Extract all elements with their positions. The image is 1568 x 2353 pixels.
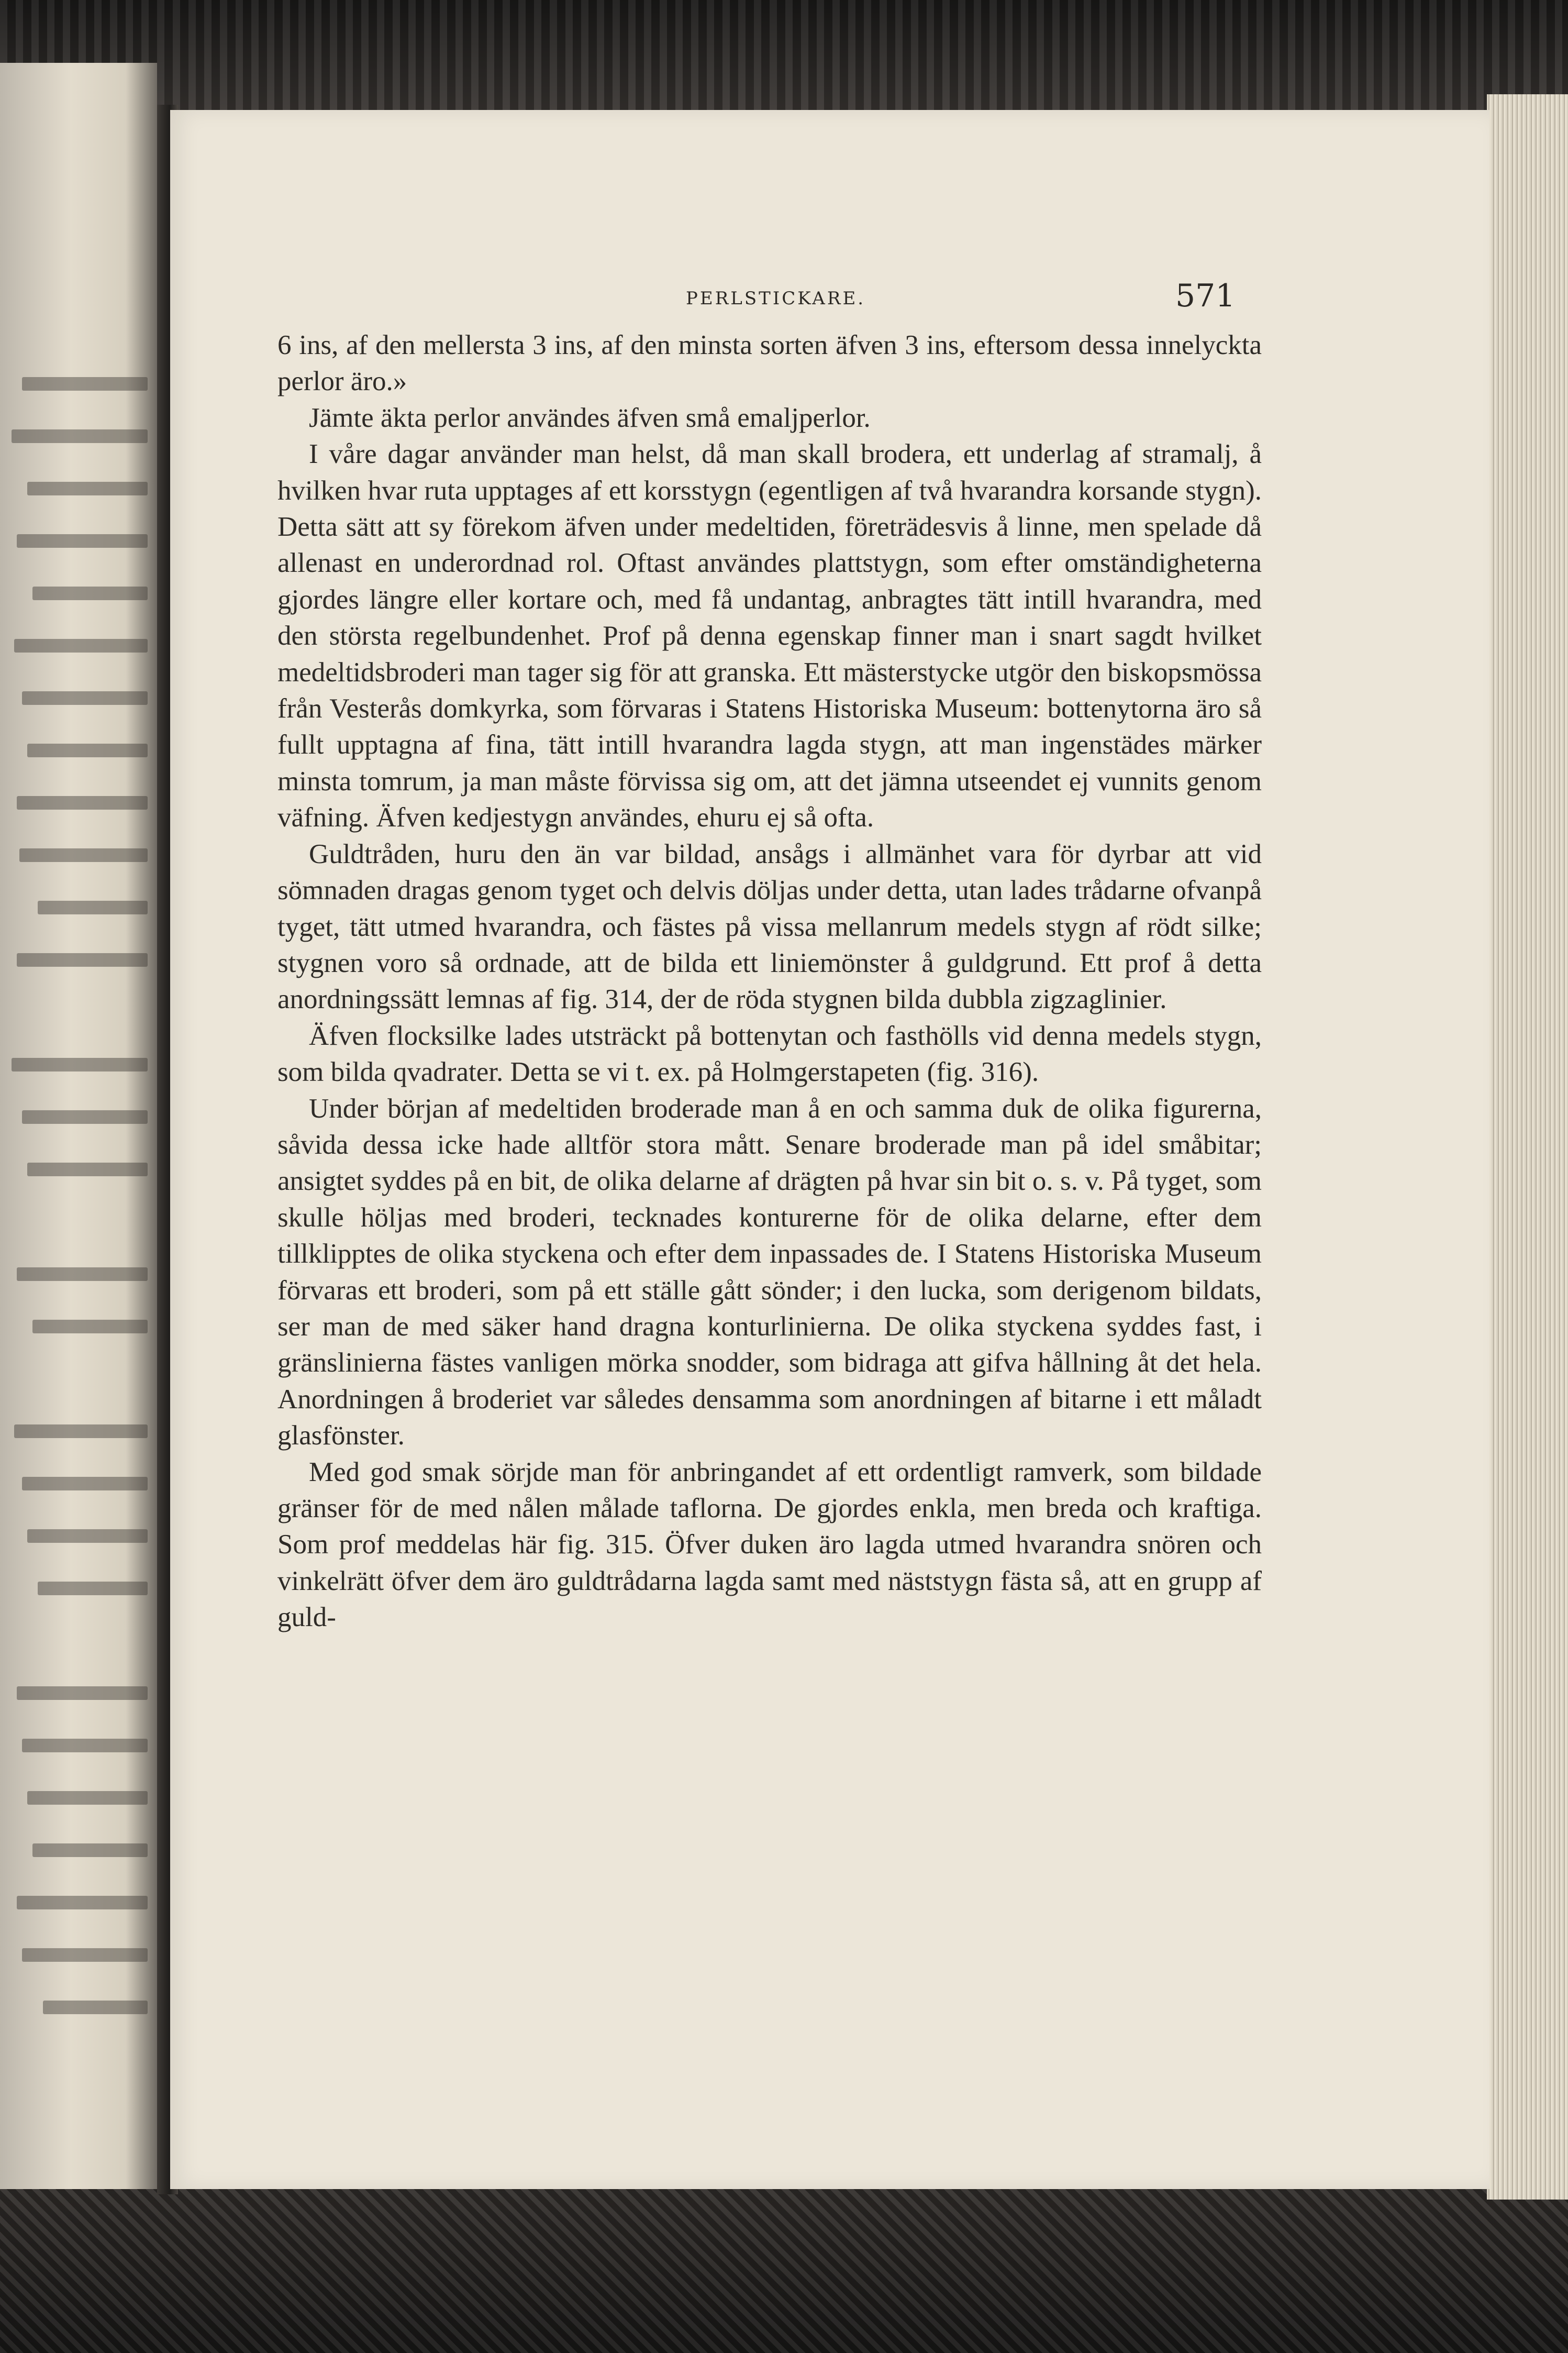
page-header xyxy=(170,272,1489,314)
left-page-line xyxy=(22,691,148,705)
left-page-line xyxy=(38,1582,148,1595)
bottom-background xyxy=(0,2189,1568,2353)
left-page-line xyxy=(12,1058,148,1071)
left-page-line xyxy=(22,1110,148,1124)
book-page xyxy=(170,110,1489,2189)
page-edges xyxy=(1487,94,1568,2200)
left-page-line xyxy=(27,744,148,757)
left-page-line xyxy=(17,1896,148,1909)
left-page-line xyxy=(17,953,148,967)
left-facing-page xyxy=(0,63,157,2189)
paragraph: Med god smak sörjde man för anbringandet af ett ordentligt ramverk, som bildade gränser för de med nålen målade taflorna. De gjordes enkla, men breda och kraftiga. Som prof meddelas här fig. 315. Öfver duken äro lagda utmed hvarandra snören och vinkelrätt öfver dem äro guldtrådarna lagda samt med näststygn fästa så, att en grupp af guld- xyxy=(277,1456,1262,1633)
left-page-line xyxy=(32,1320,148,1333)
page-number: 571 xyxy=(1175,278,1236,314)
running-head: PERLSTICKARE. xyxy=(686,288,866,309)
left-page-line xyxy=(17,796,148,810)
left-page-line xyxy=(27,1163,148,1176)
left-page-line xyxy=(32,1843,148,1857)
left-page-line xyxy=(12,429,148,443)
top-background xyxy=(0,0,1568,110)
left-page-line xyxy=(19,848,148,862)
left-page-line xyxy=(17,534,148,548)
paragraph: 6 ins, af den mellersta 3 ins, af den minsta sorten äfven 3 ins, eftersom dessa innelyckta perlor äro.» xyxy=(277,330,1262,397)
left-page-line xyxy=(22,377,148,391)
paragraph: I våre dagar använder man helst, då man skall brodera, ett underlag af stramalj, å hvilken hvar ruta upptages af ett korsstygn (egentligen af två hvarandra korsande stygn). Detta sätt att sy förekom äfven under medeltiden, företrädesvis å linne, men spelade då allenast en underordnad rol. Oftast användes plattstygn, som efter omständigheterna gjordes längre eller kortare och, med få undantag, anbragtes tätt intill hvarandra, med den största regelbundenhet. Prof på denna egenskap finner man i snart sagdt hvilket medeltidsbroderi man tager sig för att granska. Ett mästerstycke utgör den biskopsmössa från Vesterås domkyrka, som förvaras i Statens Historiska Museum: bottenytorna äro så fullt upptagna af fina, tätt intill hvarandra lagda stygn, att man ingenstädes märker minsta tomrum, ja man måste förvissa sig om, att det jämna utseendet ej vunnits genom väfning. Äfven kedjestygn användes, ehuru ej så ofta. xyxy=(277,439,1262,833)
left-page-line xyxy=(27,482,148,495)
paragraph: Guldtråden, huru den än var bildad, ansågs i allmänhet vara för dyrbar att vid sömnaden dragas genom tyget och delvis döljas under detta, utan lades trådarne ofvanpå tyget, tätt utmed hvarandra, och fästes på vissa mellanrum medels stygn af rödt silke; stygnen voro så ordnade, att de bilda ett liniemönster å guldgrund. Ett prof å detta anordningssätt lemnas af fig. 314, der de röda stygnen bilda dubbla zigzaglinier. xyxy=(277,838,1262,1015)
paragraph: Äfven flocksilke lades utsträckt på bottenytan och fasthölls vid denna medels stygn, som bilda qvadrater. Detta se vi t. ex. på Holmgerstapeten (fig. 316). xyxy=(277,1020,1262,1088)
left-page-line xyxy=(22,1477,148,1490)
left-page-line xyxy=(14,1424,148,1438)
paragraph: Jämte äkta perlor användes äfven små emaljperlor. xyxy=(309,402,871,433)
left-page-line xyxy=(32,587,148,600)
left-page-line xyxy=(27,1529,148,1543)
left-page-line xyxy=(22,1739,148,1752)
body-text xyxy=(277,327,1262,1636)
left-page-line xyxy=(17,1686,148,1700)
paragraph: Under början af medeltiden broderade man å en och samma duk de olika figurerna, såvida dessa icke hade alltför stora mått. Senare broderade man på idel småbitar; ansigtet syddes på en bit, de olika delarne af drägten på hvar sin bit o. s. v. På tyget, som skulle höljas med broderi, tecknades konturerne för de olika delarne, efter dem tillklipptes de olika styckena och efter dem inpassades de. I Statens Historiska Museum förvaras ett broderi, som på ett ställe gått sönder; i den lucka, som derigenom bildats, ser man de med säker hand dragna konturlinierna. De olika styckena syddes fast, i gränslinierna fästes vanligen mörka snodder, som bidraga att gifva hållning åt det hela. Anordningen å broderiet var således densamma som anordningen af bitarne i ett måladt glasfönster. xyxy=(277,1093,1262,1451)
left-page-line xyxy=(27,1791,148,1805)
left-page-line xyxy=(22,1948,148,1962)
left-page-line xyxy=(38,901,148,914)
left-page-line xyxy=(17,1267,148,1281)
left-page-line xyxy=(43,2001,148,2014)
left-page-line xyxy=(14,639,148,653)
